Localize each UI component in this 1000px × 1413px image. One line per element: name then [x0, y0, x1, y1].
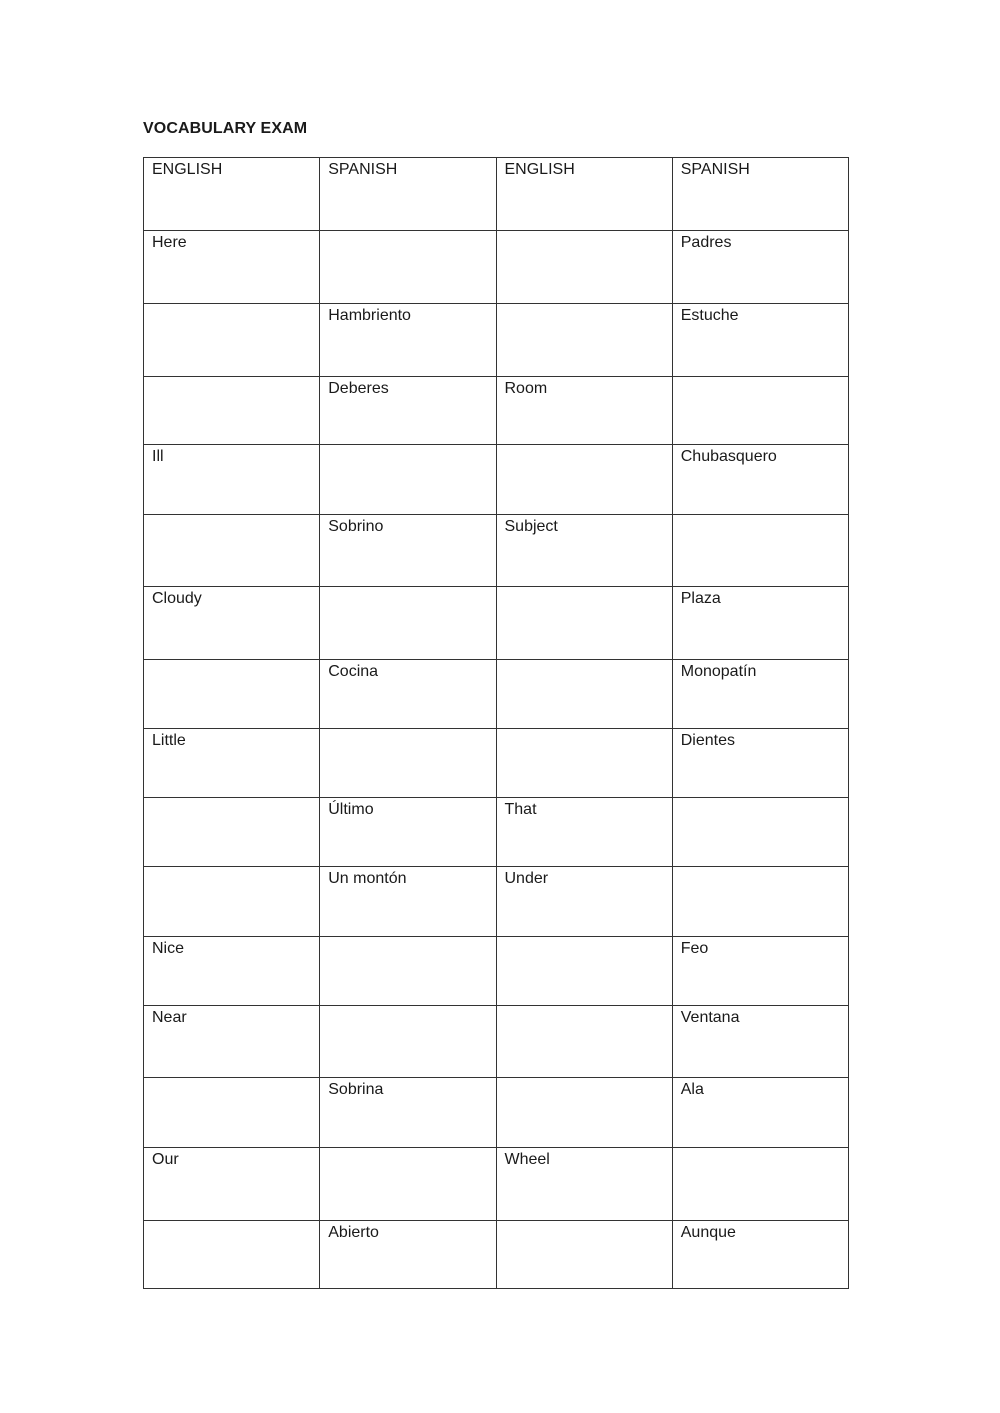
table-cell[interactable]: Wheel — [496, 1148, 672, 1221]
table-cell[interactable]: Padres — [672, 231, 848, 304]
table-cell[interactable]: Plaza — [672, 587, 848, 660]
table-cell[interactable] — [496, 445, 672, 515]
table-cell[interactable] — [144, 515, 320, 587]
table-row — [144, 729, 849, 798]
table-cell[interactable] — [672, 798, 848, 867]
table-cell[interactable]: Abierto — [320, 1221, 496, 1289]
table-cell[interactable] — [496, 304, 672, 377]
table-cell[interactable]: Estuche — [672, 304, 848, 377]
table-cell[interactable]: Feo — [672, 937, 848, 1006]
vocabulary-table — [143, 157, 849, 1289]
table-cell[interactable]: Room — [496, 377, 672, 445]
table-cell[interactable]: Sobrino — [320, 515, 496, 587]
table-cell[interactable] — [496, 1006, 672, 1078]
table-cell[interactable]: Ill — [144, 445, 320, 515]
table-row — [144, 515, 849, 587]
table-row — [144, 937, 849, 1006]
table-cell[interactable]: Aunque — [672, 1221, 848, 1289]
table-row — [144, 867, 849, 937]
table-cell[interactable] — [320, 729, 496, 798]
table-row — [144, 377, 849, 445]
table-cell[interactable]: That — [496, 798, 672, 867]
header-english-1: ENGLISH — [144, 158, 320, 231]
table-cell[interactable] — [672, 1148, 848, 1221]
table-cell[interactable]: Here — [144, 231, 320, 304]
header-row — [144, 158, 849, 231]
table-cell[interactable] — [672, 867, 848, 937]
table-cell[interactable] — [496, 660, 672, 729]
table-cell[interactable] — [144, 867, 320, 937]
table-cell[interactable]: Chubasquero — [672, 445, 848, 515]
table-cell[interactable]: Subject — [496, 515, 672, 587]
table-cell[interactable]: Our — [144, 1148, 320, 1221]
table-cell[interactable]: Ventana — [672, 1006, 848, 1078]
table-cell[interactable] — [144, 377, 320, 445]
table-cell[interactable] — [320, 937, 496, 1006]
table-cell[interactable] — [320, 1006, 496, 1078]
page-title: VOCABULARY EXAM — [143, 120, 308, 137]
table-row — [144, 231, 849, 304]
table-cell[interactable]: Cloudy — [144, 587, 320, 660]
table-cell[interactable]: Little — [144, 729, 320, 798]
table-cell[interactable] — [144, 798, 320, 867]
table-cell[interactable]: Dientes — [672, 729, 848, 798]
table-cell[interactable] — [320, 231, 496, 304]
header-spanish-1: SPANISH — [320, 158, 496, 231]
table-row — [144, 304, 849, 377]
table-row — [144, 660, 849, 729]
table-row — [144, 798, 849, 867]
table-cell[interactable]: Under — [496, 867, 672, 937]
table-cell[interactable] — [496, 1221, 672, 1289]
table-cell[interactable] — [144, 660, 320, 729]
table-cell[interactable] — [320, 587, 496, 660]
table-cell[interactable]: Near — [144, 1006, 320, 1078]
table-cell[interactable]: Un montón — [320, 867, 496, 937]
table-cell[interactable] — [496, 729, 672, 798]
table-cell[interactable]: Cocina — [320, 660, 496, 729]
table-cell[interactable] — [144, 1078, 320, 1148]
table-cell[interactable] — [144, 304, 320, 377]
table-cell[interactable] — [496, 1078, 672, 1148]
table-cell[interactable] — [672, 515, 848, 587]
table-cell[interactable]: Monopatín — [672, 660, 848, 729]
table-cell[interactable] — [496, 231, 672, 304]
table-cell[interactable] — [320, 445, 496, 515]
table-row — [144, 1078, 849, 1148]
table-row — [144, 445, 849, 515]
header-english-2: ENGLISH — [496, 158, 672, 231]
table-cell[interactable]: Sobrina — [320, 1078, 496, 1148]
table-row — [144, 1148, 849, 1221]
table-cell[interactable]: Ala — [672, 1078, 848, 1148]
table-cell[interactable]: Deberes — [320, 377, 496, 445]
table-row — [144, 587, 849, 660]
header-spanish-2: SPANISH — [672, 158, 848, 231]
table-cell[interactable] — [496, 937, 672, 1006]
table-row — [144, 1221, 849, 1289]
table-cell[interactable]: Último — [320, 798, 496, 867]
table-cell[interactable]: Hambriento — [320, 304, 496, 377]
table-cell[interactable]: Nice — [144, 937, 320, 1006]
table-row — [144, 1006, 849, 1078]
table-cell[interactable] — [320, 1148, 496, 1221]
table-cell[interactable] — [672, 377, 848, 445]
table-cell[interactable] — [144, 1221, 320, 1289]
table-cell[interactable] — [496, 587, 672, 660]
